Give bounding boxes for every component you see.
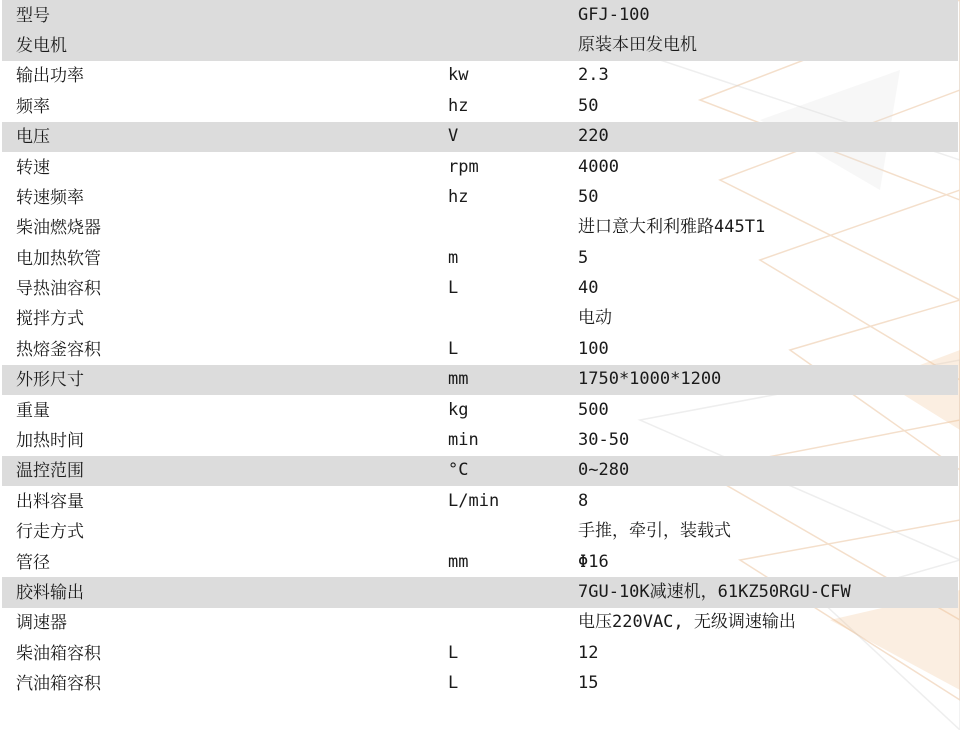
spec-name-cell: 频率 bbox=[16, 96, 50, 116]
table-row bbox=[2, 274, 958, 304]
spec-unit-cell: hz bbox=[448, 95, 469, 116]
spec-value-cell: Φ16 bbox=[578, 551, 609, 572]
spec-unit-cell: kw bbox=[448, 65, 469, 86]
table-row bbox=[2, 213, 958, 243]
table-row bbox=[2, 91, 958, 121]
table-row bbox=[2, 365, 958, 395]
spec-name-cell: 电压 bbox=[2, 122, 436, 152]
spec-name-cell: 柴油燃烧器 bbox=[16, 218, 101, 238]
spec-value-cell: 电压220VAC, 无级调速输出 bbox=[578, 612, 796, 633]
spec-unit-cell bbox=[436, 577, 568, 607]
spec-name-cell: 调速器 bbox=[16, 613, 67, 633]
spec-unit-cell: rpm bbox=[448, 156, 479, 177]
spec-unit-cell: m bbox=[448, 247, 459, 268]
spec-value-cell: 4000 bbox=[578, 156, 619, 177]
spec-value-cell: GFJ-100 bbox=[568, 0, 958, 30]
spec-name-cell: 管径 bbox=[16, 552, 50, 572]
spec-unit-cell: hz bbox=[448, 186, 469, 207]
spec-name-cell: 汽油箱容积 bbox=[16, 674, 101, 694]
spec-value-cell: 手推，牵引，装载式 bbox=[578, 521, 731, 542]
table-row bbox=[2, 243, 958, 273]
spec-unit-cell: V bbox=[436, 122, 568, 152]
table-row bbox=[2, 304, 958, 334]
spec-value-cell: 50 bbox=[578, 95, 599, 116]
spec-unit-cell: mm bbox=[436, 365, 568, 395]
spec-unit-cell: min bbox=[448, 430, 479, 451]
spec-name-cell: 搅拌方式 bbox=[16, 309, 84, 329]
spec-value-cell: 0~280 bbox=[568, 456, 958, 486]
spec-name-cell: 导热油容积 bbox=[16, 279, 101, 299]
spec-value-cell: 500 bbox=[578, 399, 609, 420]
spec-unit-cell bbox=[436, 30, 568, 60]
spec-unit-cell: L bbox=[448, 338, 459, 359]
table-body bbox=[2, 0, 958, 699]
table-row bbox=[2, 638, 958, 668]
spec-unit-cell bbox=[436, 608, 568, 638]
spec-value-cell: 12 bbox=[578, 642, 599, 663]
spec-unit-cell bbox=[436, 304, 568, 334]
spec-value-cell: 2.3 bbox=[578, 65, 609, 86]
spec-unit-cell bbox=[436, 213, 568, 243]
spec-value-cell: 进口意大利利雅路445T1 bbox=[578, 217, 766, 238]
spec-value-cell: 1750*1000*1200 bbox=[568, 365, 958, 395]
spec-name-cell: 温控范围 bbox=[2, 456, 436, 486]
spec-value-cell: 40 bbox=[578, 278, 599, 299]
table-row bbox=[2, 334, 958, 364]
table-row bbox=[2, 61, 958, 91]
spec-unit-cell: kg bbox=[448, 399, 469, 420]
table-row bbox=[2, 425, 958, 455]
spec-name-cell: 胶料输出 bbox=[2, 577, 436, 607]
spec-value-cell: 100 bbox=[578, 338, 609, 359]
spec-value-cell: 50 bbox=[578, 186, 599, 207]
table-row bbox=[2, 122, 958, 152]
table-row bbox=[2, 486, 958, 516]
table-row bbox=[2, 182, 958, 212]
spec-value-cell: 8 bbox=[578, 490, 589, 511]
table-row bbox=[2, 547, 958, 577]
table-row bbox=[2, 669, 958, 699]
spec-unit-cell: L bbox=[448, 278, 459, 299]
spec-name-cell: 重量 bbox=[16, 400, 50, 420]
spec-value-cell: 30-50 bbox=[578, 430, 630, 451]
table-row bbox=[2, 395, 958, 425]
spec-name-cell: 电加热软管 bbox=[16, 248, 101, 268]
spec-name-cell: 热熔釜容积 bbox=[16, 339, 101, 359]
spec-name-cell: 外形尺寸 bbox=[2, 365, 436, 395]
table-row bbox=[2, 30, 958, 60]
spec-name-cell: 柴油箱容积 bbox=[16, 643, 101, 663]
spec-value-cell: 5 bbox=[578, 247, 589, 268]
spec-name-cell: 型号 bbox=[2, 0, 436, 30]
spec-unit-cell bbox=[436, 0, 568, 30]
spec-name-cell: 输出功率 bbox=[16, 66, 84, 86]
spec-unit-cell: L bbox=[448, 673, 459, 694]
spec-name-cell: 出料容量 bbox=[16, 491, 84, 511]
spec-value-cell: 220 bbox=[568, 122, 958, 152]
table-row bbox=[2, 152, 958, 182]
spec-name-cell: 转速 bbox=[16, 157, 50, 177]
spec-value-cell: 原装本田发电机 bbox=[568, 30, 958, 60]
spec-value-cell: 电动 bbox=[578, 308, 612, 329]
spec-unit-cell: mm bbox=[448, 551, 469, 572]
spec-unit-cell: °C bbox=[436, 456, 568, 486]
spec-value-cell: 15 bbox=[578, 673, 599, 694]
table-row bbox=[2, 456, 958, 486]
spec-unit-cell: L bbox=[448, 642, 459, 663]
spec-name-cell: 发电机 bbox=[2, 30, 436, 60]
spec-name-cell: 加热时间 bbox=[16, 431, 84, 451]
table-row bbox=[2, 608, 958, 638]
table-row bbox=[2, 0, 958, 30]
specifications-table bbox=[2, 0, 958, 699]
spec-unit-cell: L/min bbox=[448, 490, 500, 511]
spec-value-cell: 7GU-10K减速机，61KZ50RGU-CFW bbox=[568, 577, 958, 607]
spec-name-cell: 转速频率 bbox=[16, 187, 84, 207]
spec-unit-cell bbox=[436, 517, 568, 547]
table-row bbox=[2, 577, 958, 607]
table-row bbox=[2, 517, 958, 547]
spec-name-cell: 行走方式 bbox=[16, 522, 84, 542]
